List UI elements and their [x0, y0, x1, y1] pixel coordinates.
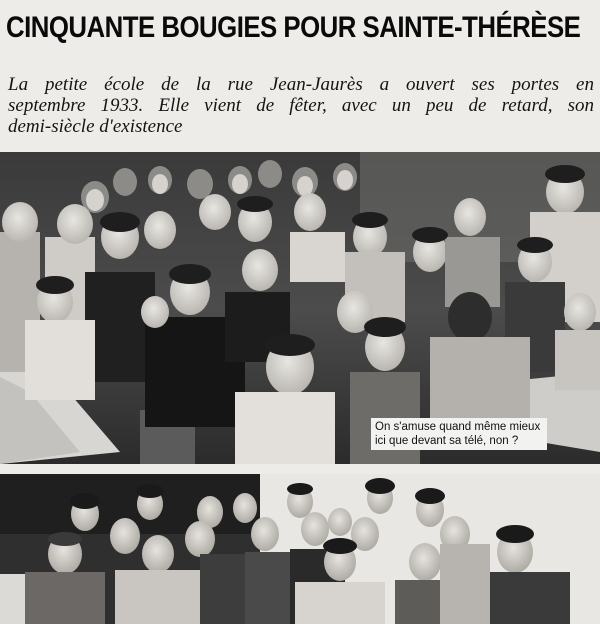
lead-line: demi-siècle d'existence: [8, 116, 183, 137]
adults-photo-image: [0, 474, 600, 624]
lead-line: La petite école de la rue Jean-Jaurès a ouvert ses portes en: [8, 74, 594, 95]
caption-line: On s'amuse quand même mieux: [375, 421, 541, 433]
adults-group-photo: [0, 474, 600, 624]
photo-caption: [371, 418, 547, 450]
lead-line: septembre 1933. Elle vient de fêter, avec un peu de retard, son: [8, 95, 594, 116]
article-headline: CINQUANTE BOUGIES POUR SAINTE-THÉRÈSE: [6, 11, 581, 44]
photo-separator: [0, 464, 600, 474]
article-lead: [8, 74, 594, 137]
caption-line: ici que devant sa télé, non ?: [375, 435, 519, 447]
